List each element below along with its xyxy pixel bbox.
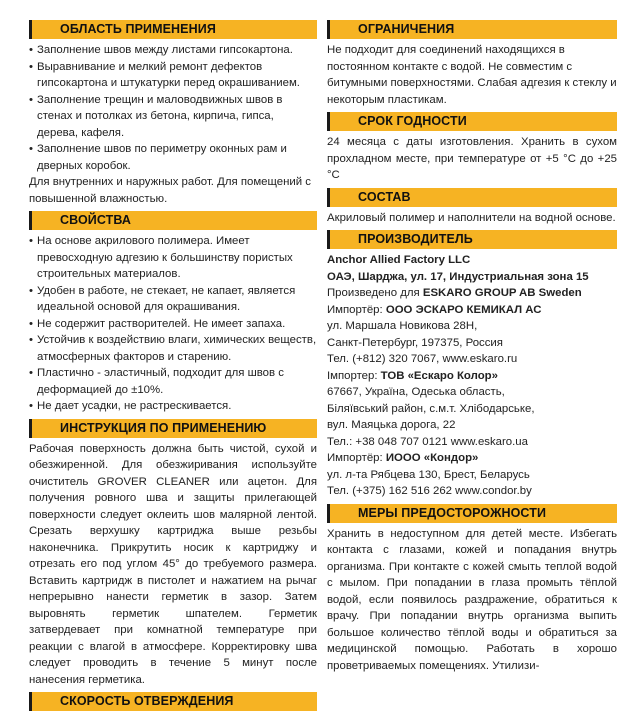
list-item: • Выравнивание и мелкий ремонт дефектов гипсокартона и штукатурки перед окрашиванием. [29,59,317,92]
section-heading [29,20,317,39]
heading-cure-speed: СКОРОСТЬ ОТВЕРЖДЕНИЯ [60,694,234,708]
list-item: • Устойчив к воздействию влаги, химических веществ, атмосферных факторов и старению. [29,332,317,365]
produced-for-name: ESKARO GROUP AB Sweden [422,287,582,299]
section-heading [327,504,617,523]
manufacturer-address: ОАЭ, Шарджа, ул. 17, Индустриальная зона 15 [327,270,589,283]
section-precautions [327,504,617,675]
left-column [29,20,317,715]
properties-list [29,233,317,415]
importer-ru-address: ул. Маршала Новикова 28Н, [327,320,478,332]
importer-ru-name: ООО ЭСКАРО КЕМИКАЛ АС [385,303,542,316]
list-item: • Заполнение трещин и маловодвижных швов в стенах и потолках из бетона, кирпича, гипса, дерева, кафеля. [29,92,317,142]
importer-ua-prefix: Імпортер: [327,369,381,382]
heading-shelf-life: СРОК ГОДНОСТИ [358,114,467,128]
section-heading [327,230,617,249]
importer-by-address: ул. л-та Рябцева 130, Брест, Беларусь [327,468,530,481]
section-body [29,42,317,207]
heading-composition: СОСТАВ [358,189,411,204]
importer-ua-street: вул. Маяцька дорога, 22 [327,419,456,431]
manufacturer-company: Anchor Allied Factory LLC [327,254,471,266]
section-properties [29,211,317,415]
list-item: • Не дает усадки, не растрескивается. [29,398,317,415]
heading-scope: ОБЛАСТЬ ПРИМЕНЕНИЯ [60,22,216,36]
shelf-life-text: 24 месяца с даты изготовления. Хранить в сухом прохладном месте, при температуре от +5 °С до +25 °С [327,136,617,181]
section-cure-speed [29,692,317,711]
importer-ua-region: 67667, Україна, Одеська область, [327,386,505,398]
section-body [327,526,617,675]
importer-ru-prefix: Импортёр: [327,303,386,316]
section-heading [327,112,617,131]
importer-ua-line [327,368,617,385]
section-shelf-life [327,112,617,184]
section-manufacturer [327,230,617,500]
importer-by-name: ИООО «Кондор» [385,452,479,464]
precautions-text: Хранить в недоступном для детей месте. Избегать контакта с глазами, кожей и попадания внутрь организма. При контакте с кожей смыть теплой водой с мылом. При попадании в глаза промыть тёплой водой, если появилось раздражение, обратиться к врачу. При попадании внутрь организма выпить большое количество тёплой воды и обратиться за медицинской помощью. Работать в хорошо проветриваемых помещениях. Утилизи- [327,527,617,672]
section-instructions [29,419,317,689]
scope-list [29,42,317,174]
list-item: • На основе акрилового полимера. Имеет превосходную адгезию к большинству пористых строительных материалов. [29,233,317,283]
importer-ru-city: Санкт-Петербург, 197375, Россия [327,336,503,349]
scope-note: Для внутренних и наружных работ. Для помещений с повышенной влажностью. [29,176,311,205]
section-heading [327,20,617,39]
section-scope [29,20,317,207]
importer-by-contacts: Тел. (+375) 162 516 262 www.condor.by [327,485,532,497]
section-body [327,42,617,108]
importer-ru-line [327,302,617,319]
section-limits [327,20,617,108]
section-heading [29,692,317,711]
list-item: • Заполнение швов по периметру оконных рам и дверных коробок. [29,141,317,174]
importer-ua-district: Біляївський район, с.м.т. Хлібодарське, [327,402,535,415]
list-item: • Пластично - эластичный, подходит для швов с деформацией до ±10%. [29,365,317,398]
list-item: • Не содержит растворителей. Не имеет запаха. [29,316,317,333]
section-body [327,134,617,184]
section-heading [29,211,317,230]
section-heading [29,419,317,438]
heading-properties: СВОЙСТВА [60,213,132,227]
limits-text: Не подходит для соединений находящихся в постоянном контакте с водой. Не совместим с битумными поверхностями. Слабая адгезия к стеклу и некоторым пластикам. [327,44,617,106]
heading-precautions: МЕРЫ ПРЕДОСТОРОЖНОСТИ [358,505,547,520]
produced-for-line [327,285,617,302]
section-heading [327,188,617,207]
section-body [327,210,617,227]
heading-instructions: ИНСТРУКЦИЯ ПО ПРИМЕНЕНИЮ [60,420,267,435]
section-composition [327,188,617,227]
composition-text: Акриловый полимер и наполнители на водной основе. [327,211,616,224]
heading-limits: ОГРАНИЧЕНИЯ [358,22,455,36]
right-column [327,20,617,678]
list-item: • Удобен в работе, не стекает, не капает, является идеальной основой для окрашивания. [29,283,317,316]
section-body [29,441,317,689]
importer-ru-contacts: Тел. (+812) 320 7067, www.eskaro.ru [327,353,518,365]
list-item: • Заполнение швов между листами гипсокартона. [29,42,317,59]
section-body [29,233,317,415]
instructions-text: Рабочая поверхность должна быть чистой, сухой и обезжиренной. Для обезжиривания используйте очиститель GROVER CLEANER или ацетон. Для получения ровного шва и защиты прилегающей поверхности следует оклеить шов малярной лентой. Срезать верхушку картриджа выше резьбы наконечника. Прикрутить носик к картриджу и отрезать его под углом 45° до требуемого размера. Вставить картридж в пистолет и нажатием на рычаг непрерывно нанести герметик в зазор. Затем выровнять герметик шпателем. Герметик затвердевает при комнатной температуре при реакции с влагой в атмосфере. Корректировку шва следует проводить в течение 5 минут после нанесения герметика. [29,442,317,686]
importer-ua-name: ТОВ «Ескаро Колор» [380,369,498,382]
importer-by-prefix: Импортёр: [327,452,386,464]
importer-by-line [327,450,617,467]
section-body [327,252,617,500]
importer-ua-contacts: Тел.: +38 048 707 0121 www.eskaro.ua [327,435,528,448]
produced-for-prefix: Произведено для [327,287,423,299]
heading-manufacturer: ПРОИЗВОДИТЕЛЬ [358,232,473,246]
